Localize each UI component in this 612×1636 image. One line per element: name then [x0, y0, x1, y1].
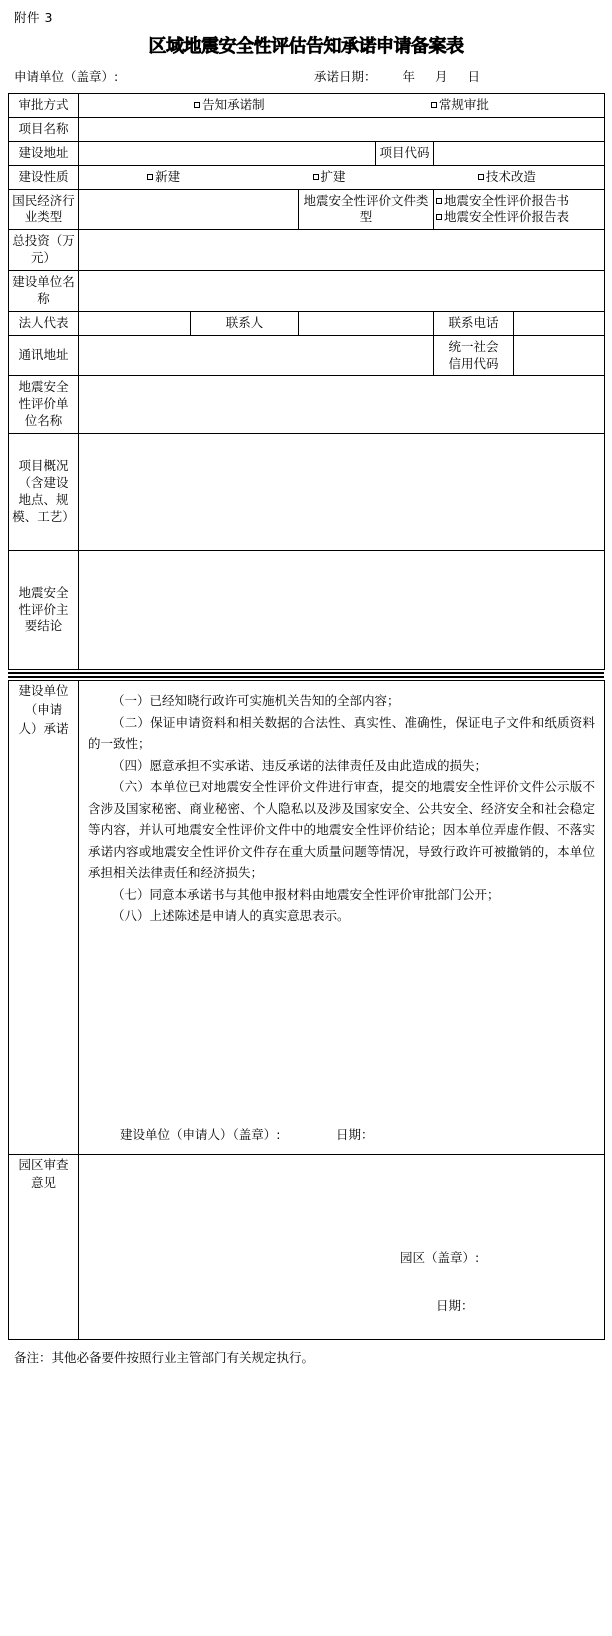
checkbox-option-tech-upgrade[interactable] — [478, 169, 536, 186]
table-row-commitment — [9, 681, 605, 1155]
checkbox-icon[interactable] — [313, 174, 319, 180]
industry-type-value[interactable] — [79, 189, 299, 230]
table-row-eval-conclusion — [9, 551, 605, 670]
legal-rep-value[interactable] — [79, 311, 191, 335]
checkbox-option-new-build[interactable] — [147, 169, 180, 186]
checkbox-icon[interactable] — [436, 198, 442, 204]
commitment-item-6: （八）上述陈述是申请人的真实意思表示。 — [112, 908, 350, 923]
table-row-build-nature — [9, 165, 605, 189]
project-name-label: 项目名称 — [9, 117, 79, 141]
checkbox-option-eval-report-book[interactable] — [436, 193, 602, 210]
checkbox-option-eval-report-form[interactable] — [436, 209, 602, 226]
eval-unit-name-value[interactable] — [79, 376, 605, 434]
table-row-total-investment — [9, 230, 605, 271]
build-unit-name-value[interactable] — [79, 271, 605, 312]
checkbox-option-notice-commitment[interactable] — [194, 97, 265, 114]
table-row-park-review — [9, 1154, 605, 1339]
credit-code-label: 统一社会 信用代码 — [434, 335, 514, 376]
doc-type-options — [434, 189, 605, 230]
commitment-item-1: （一）已经知晓行政许可实施机关告知的全部内容； — [112, 693, 400, 708]
header-line — [8, 64, 604, 93]
option-label: 常规审批 — [438, 97, 489, 112]
mail-address-label: 通讯地址 — [9, 335, 79, 376]
park-review-label: 园区审查 意见 — [9, 1154, 79, 1339]
table-row-industry-type — [9, 189, 605, 230]
park-date-label[interactable]: 日期： — [436, 1297, 474, 1313]
commitment-items — [80, 682, 603, 1153]
commitment-item-3: （四）愿意承担不实承诺、违反承诺的法律责任及由此造成的损失； — [112, 757, 488, 773]
project-overview-value[interactable] — [79, 434, 605, 551]
month-label: 月 — [435, 69, 448, 84]
option-label: 扩建 — [320, 168, 346, 184]
promise-date-label: 承诺日期： — [314, 69, 377, 84]
project-code-value[interactable] — [434, 141, 605, 165]
promise-date-group — [314, 67, 600, 85]
park-review-body[interactable] — [79, 1154, 605, 1339]
checkbox-icon[interactable] — [147, 174, 153, 180]
checkbox-icon[interactable] — [194, 102, 200, 108]
table-row-build-unit-name — [9, 271, 605, 312]
eval-unit-name-label: 地震安全 性评价单 位名称 — [9, 376, 79, 434]
commitment-item-4: （六）本单位已对地震安全性评价文件进行审查，提交的地震安全性评价文件公示版不含涉及国家秘密、商业秘密、个人隐私以及涉及国家安全、公共安全、经济安全和社会稳定等内容，并认可地震安全性评价文件中的地震安全性评价结论；因本单位弄虚作假、不落实承诺内容或地震安全性评价文件存在重大质量问题等情况，导致行政许可被撤销的，本单位承担相关法律责任和经济损失； — [88, 779, 595, 880]
commitment-signature-row — [88, 1125, 595, 1153]
doc-type-label: 地震安全性评价文件类型 — [299, 189, 434, 230]
total-investment-value[interactable] — [79, 230, 605, 271]
option-label: 技术改造 — [485, 168, 536, 184]
project-code-label: 项目代码 — [376, 141, 434, 165]
table-row-mail-address — [9, 335, 605, 376]
commitment-item-5: （七）同意本承诺书与其他申报材料由地震安全性评价审批部门公开； — [112, 886, 500, 902]
total-investment-label: 总投资（万元） — [9, 230, 79, 271]
option-label: 新建 — [155, 168, 181, 184]
eval-conclusion-label: 地震安全 性评价主 要结论 — [9, 551, 79, 670]
table-row-project-name — [9, 117, 605, 141]
contact-person-label: 联系人 — [191, 311, 299, 335]
build-address-value[interactable] — [79, 141, 376, 165]
eval-conclusion-value[interactable] — [79, 551, 605, 670]
checkbox-icon[interactable] — [431, 102, 437, 108]
table-row-build-address — [9, 141, 605, 165]
contact-person-value[interactable] — [299, 311, 434, 335]
project-overview-label: 项目概况 （含建设 地点、规 模、工艺） — [9, 434, 79, 551]
applicant-unit-label: 申请单位（盖章）: — [14, 69, 119, 84]
contact-phone-label: 联系电话 — [434, 311, 514, 335]
day-label: 日 — [467, 69, 481, 84]
park-seal-label[interactable]: 园区（盖章）: — [400, 1249, 480, 1265]
commitment-table — [8, 680, 605, 1340]
table-row-eval-unit-name — [9, 376, 605, 434]
option-label: 地震安全性评价报告表 — [444, 209, 570, 225]
project-name-value[interactable] — [79, 117, 605, 141]
contact-phone-value[interactable] — [514, 311, 605, 335]
approval-method-label: 审批方式 — [9, 94, 79, 118]
checkbox-option-regular-approval[interactable] — [431, 97, 489, 114]
attachment-label: 附件 3 — [14, 10, 53, 25]
industry-type-label: 国民经济行业类型 — [9, 189, 79, 230]
legal-rep-label: 法人代表 — [9, 311, 79, 335]
mail-address-value[interactable] — [79, 335, 434, 376]
approval-method-options — [79, 94, 605, 118]
commitment-body — [79, 681, 605, 1155]
commitment-item-2: （二）保证申请资料和相关数据的合法性、真实性、准确性，保证电子文件和纸质资料的一致性； — [88, 714, 595, 751]
build-nature-options — [79, 165, 605, 189]
option-label: 告知承诺制 — [202, 97, 265, 112]
table-row-project-overview — [9, 434, 605, 551]
main-info-table — [8, 93, 605, 670]
checkbox-option-expansion[interactable] — [313, 169, 346, 186]
footer-note: 备注：其他必备要件按照行业主管部门有关规定执行。 — [14, 1349, 315, 1365]
build-nature-label: 建设性质 — [9, 165, 79, 189]
table-row-legal-rep — [9, 311, 605, 335]
checkbox-icon[interactable] — [478, 174, 484, 180]
option-label: 地震安全性评价报告书 — [444, 192, 570, 208]
build-address-label: 建设地址 — [9, 141, 79, 165]
build-unit-name-label: 建设单位名称 — [9, 271, 79, 312]
checkbox-icon[interactable] — [436, 214, 442, 220]
commitment-sign-unit[interactable]: 建设单位（申请人）（盖章）: — [120, 1126, 281, 1142]
commitment-label: 建设单位 （申请 人）承诺 — [9, 681, 79, 1155]
year-label: 年 — [402, 69, 416, 84]
commitment-sign-date[interactable]: 日期： — [336, 1126, 374, 1142]
table-row-approval-method — [9, 94, 605, 118]
credit-code-value[interactable] — [514, 335, 605, 376]
page-title: 区域地震安全性评估告知承诺申请备案表 — [148, 36, 464, 57]
